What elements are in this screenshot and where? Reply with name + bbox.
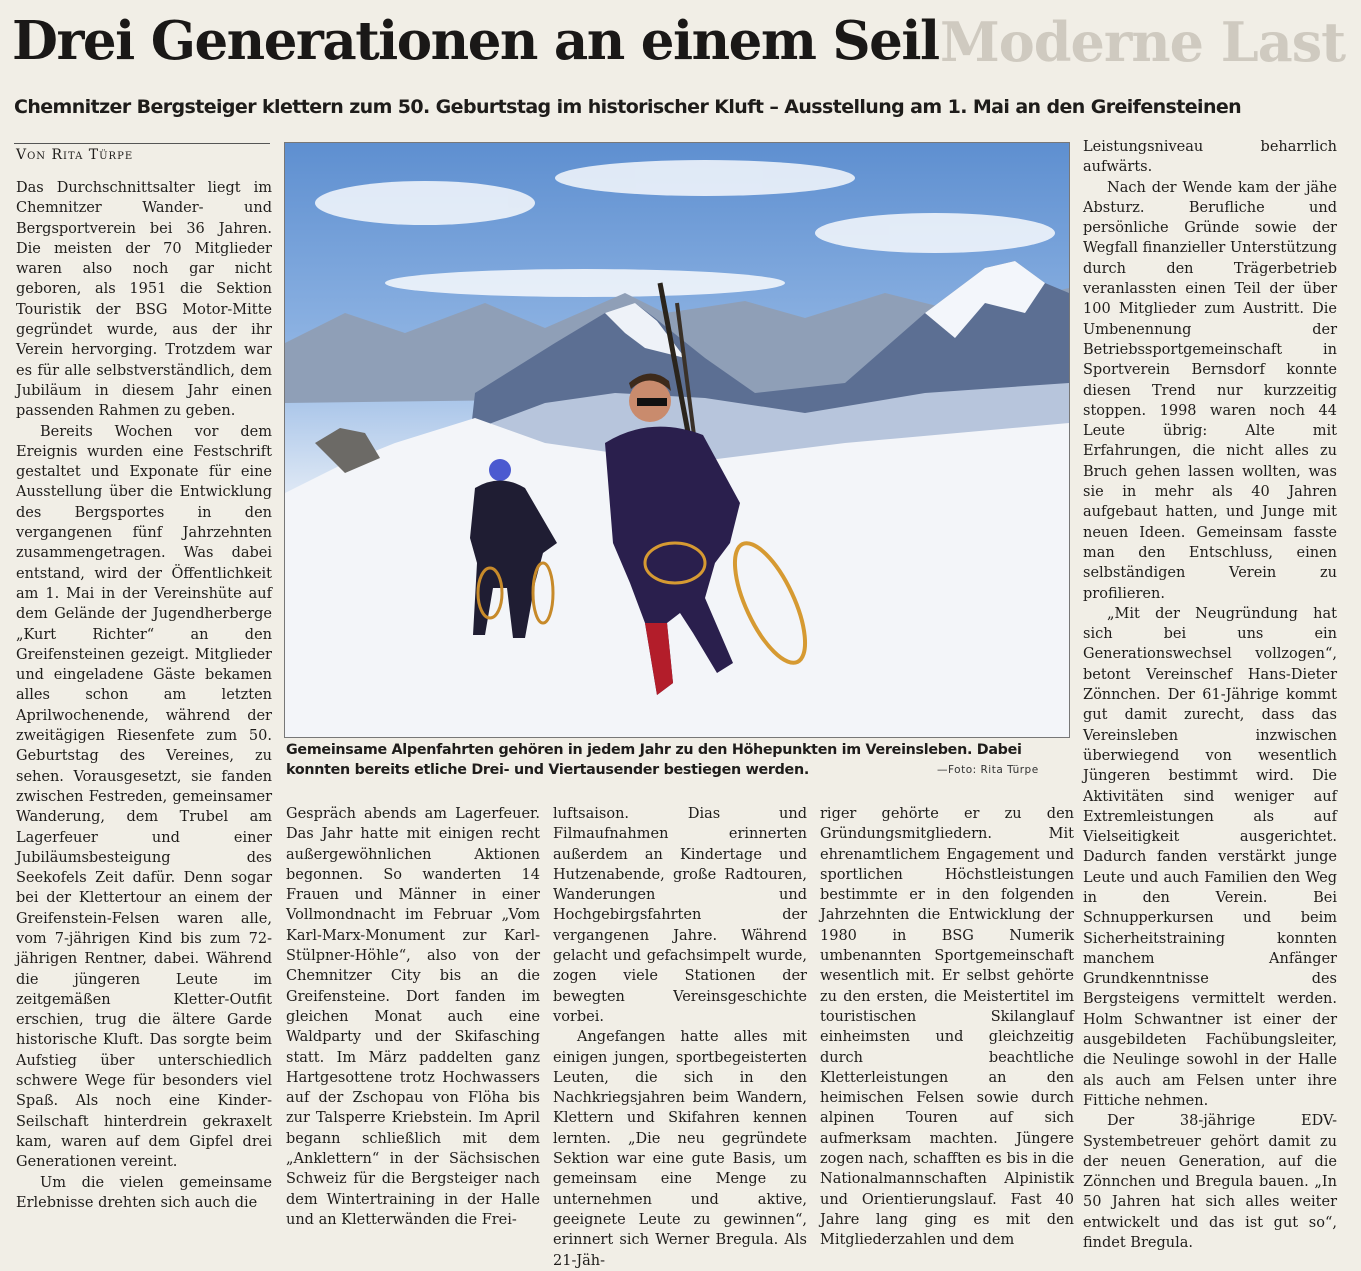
paragraph: Bereits Wochen vor dem Ereignis wurden eine Festschrift gestaltet und Exponate für eine Ausstellung über die Entwicklung des Bergsportes in den vergangenen fünf Jahrzehnten zusammengetragen. Was dabei entstand, wird der Öffentlichkeit am 1. Mai in der Vereinshüte auf dem Gelände der Jugendherberge „Kurt Richter“ an den Greifensteinen gezeigt. Mitglieder und eingeladene Gäste bekamen alles schon am letzten Aprilwochenende, während der zweitägigen Riesenfete zum 50. Geburtstag des Vereines, zu sehen. Vorausgesetzt, sie fanden zwischen Festreden, gemeinsamer Wanderung, dem Trubel am Lagerfeuer und einer Jubiläumsbesteigung des Seekofels Zeit dafür. Denn sogar bei der Klettertour an einem der Greifenstein-Felsen waren alle, vom 7-jährigen Kind bis zum 72-jährigen Rentner, dabei. Während die jüngeren Leute im zeitgemäßen Kletter-Outfit erschien, trug die ältere Garde historische Kluft. Das sorgte beim Aufstieg über unterschiedlich schwere Wege für besonders viel Spaß. Als noch eine Kinder-Seilschaft hinterdrein gekraxelt kam, waren auf dem Gipfel drei Generationen vereint.	[16, 423, 272, 1171]
paragraph: Der 38-jährige EDV-Systembetreuer gehört damit zu der neuen Generation, auf die Zönnchen und Bregula bauen. „In 50 Jahren hat sich alles weiter entwickelt und das ist gut so“, findet Bregula.	[1083, 1113, 1337, 1252]
paragraph: Nach der Wende kam der jähe Absturz. Berufliche und persönliche Gründe sowie der Wegfall finanzieller Unterstützung durch den Trägerbetrieb veranlassten einen Teil der über 100 Mitglieder zum Austritt. Die Umbenennung der Betriebssportgemeinschaft in Sportverein Bernsdorf konnte diesen Trend nur kurzzeitig stoppen. 1998 waren noch 44 Leute übrig: Alte mit Erfahrungen, die nicht alles zu Bruch gehen lassen wollten, was sie in mehr als 40 Jahren aufgebaut hatten, und Junge mit neuen Ideen. Gemeinsam fasste man den Entschluss, einen selbständigen Verein zu profilieren.	[1083, 179, 1337, 602]
paragraph: Das Durchschnittsalter liegt im Chemnitzer Wander- und Bergsportverein bei 36 Jahren. Die meisten der 70 Mitglieder waren also noch gar nicht geboren, als 1951 die Sektion Touristik der BSG Motor-Mitte gegründet wurde, aus der ihr Verein hervorging. Trotzdem war es für alle selbstverständlich, dem Jubiläum in diesem Jahr einen passenden Rahmen zu geben.	[16, 180, 272, 420]
article-column-2	[286, 804, 540, 1230]
article-column-4	[820, 804, 1074, 1251]
article-photo	[284, 142, 1070, 738]
photo-credit: —Foto: Rita Türpe	[937, 764, 1039, 776]
byline: Von Rita Türpe	[16, 147, 134, 163]
article-column-5	[1083, 137, 1337, 1253]
adjacent-article-headline: Moderne Last	[940, 10, 1346, 74]
byline-rule	[14, 143, 270, 144]
paragraph: Leistungsniveau beharrlich aufwärts.	[1083, 139, 1337, 176]
paragraph: Gespräch abends am Lagerfeuer. Das Jahr hatte mit einigen recht außergewöhnlichen Aktionen begonnen. So wanderten 14 Frauen und Männer in einer Vollmondnacht im Februar „Vom Karl-Marx-Monument zur Karl-Stülpner-Höhle“, also von der Chemnitzer City bis an die Greifensteine. Dort fanden im gleichen Monat auch eine Waldparty und der Skifasching statt. Im März paddelten ganz Hartgesottene trotz Hochwassers auf der Zschopau von Flöha bis zur Talsperre Kriebstein. Im April begann schließlich mit dem „Anklettern“ in der Sächsischen Schweiz für die Bergsteiger nach dem Wintertraining in der Halle und an Kletterwänden die Frei-	[286, 806, 540, 1228]
paragraph: Um die vielen gemeinsame Erlebnisse drehten sich auch die	[16, 1174, 272, 1211]
clouds	[315, 160, 1055, 297]
article-column-3	[553, 804, 807, 1271]
mountain-climbers-illustration	[285, 143, 1069, 737]
article-subheadline: Chemnitzer Bergsteiger klettern zum 50. Geburtstag im historischer Kluft – Ausstellung am 1. Mai an den Greifensteinen	[14, 96, 1242, 118]
paragraph: riger gehörte er zu den Gründungsmitgliedern. Mit ehrenamtlichem Engagement und sportlichen Höchstleistungen bestimmte er in den folgenden Jahrzehnten die Entwicklung der 1980 in BSG Numerik umbenannten Sportgemeinschaft wesentlich mit. Er selbst gehörte zu den ersten, die Meistertitel im touristischen Skilanglauf einheimsten und gleichzeitig durch beachtliche Kletterleistungen an den heimischen Felsen sowie durch alpinen Touren auf sich aufmerksam machten. Jüngere zogen nach, schafften es bis in die Nationalmannschaften Alpinistik und Orientierungslauf. Fast 40 Jahre lang ging es mit den Mitgliederzahlen und dem	[820, 806, 1074, 1249]
article-headline: Drei Generationen an einem Seil	[12, 10, 939, 72]
paragraph: Angefangen hatte alles mit einigen jungen, sportbegeisterten Leuten, die sich in den Nachkriegsjahren beim Wandern, Klettern und Skifahren kennen lernten. „Die neu gegründete Sektion war eine gute Basis, um gemeinsam eine Menge zu unternehmen und aktive, geeignete Leute zu gewinnen“, erinnert sich Werner Bregula. Als 21-Jäh-	[553, 1029, 807, 1269]
paragraph: „Mit der Neugründung hat sich bei uns ein Generationswechsel vollzogen“, betont Vereinschef Hans-Dieter Zönnchen. Der 61-Jährige kommt gut damit zurecht, dass das Vereinsleben inzwischen überwiegend von wesentlich Jüngeren bestimmt wird. Die Aktivitäten sind weniger auf Extremleistungen als auf Vielseitigkeit ausgerichtet. Dadurch fanden verstärkt junge Leute und auch Familien den Weg in den Verein. Bei Schnupperkursen und beim Sicherheitstraining konnten manchem Anfänger Grundkenntnisse des Bergsteigens vermittelt werden. Holm Schwantner ist einer der ausgebildeten Fachübungsleiter, die Neulinge sowohl in der Halle als auch am Felsen unter ihre Fittiche nehmen.	[1083, 605, 1337, 1109]
article-column-1	[16, 178, 272, 1213]
photo-caption: Gemeinsame Alpenfahrten gehören in jedem Jahr zu den Höhepunkten im Vereinsleben. Dabei konnten bereits etliche Drei- und Viertausender bestiegen werden.	[286, 742, 1022, 778]
paragraph: luftsaison. Dias und Filmaufnahmen erinnerten außerdem an Kindertage und Hutzenabende, große Radtouren, Wanderungen und Hochgebirgsfahrten der vergangenen Jahre. Während gelacht und gefachsimpelt wurde, zogen viele Stationen der bewegten Vereinsgeschichte vorbei.	[553, 806, 807, 1025]
